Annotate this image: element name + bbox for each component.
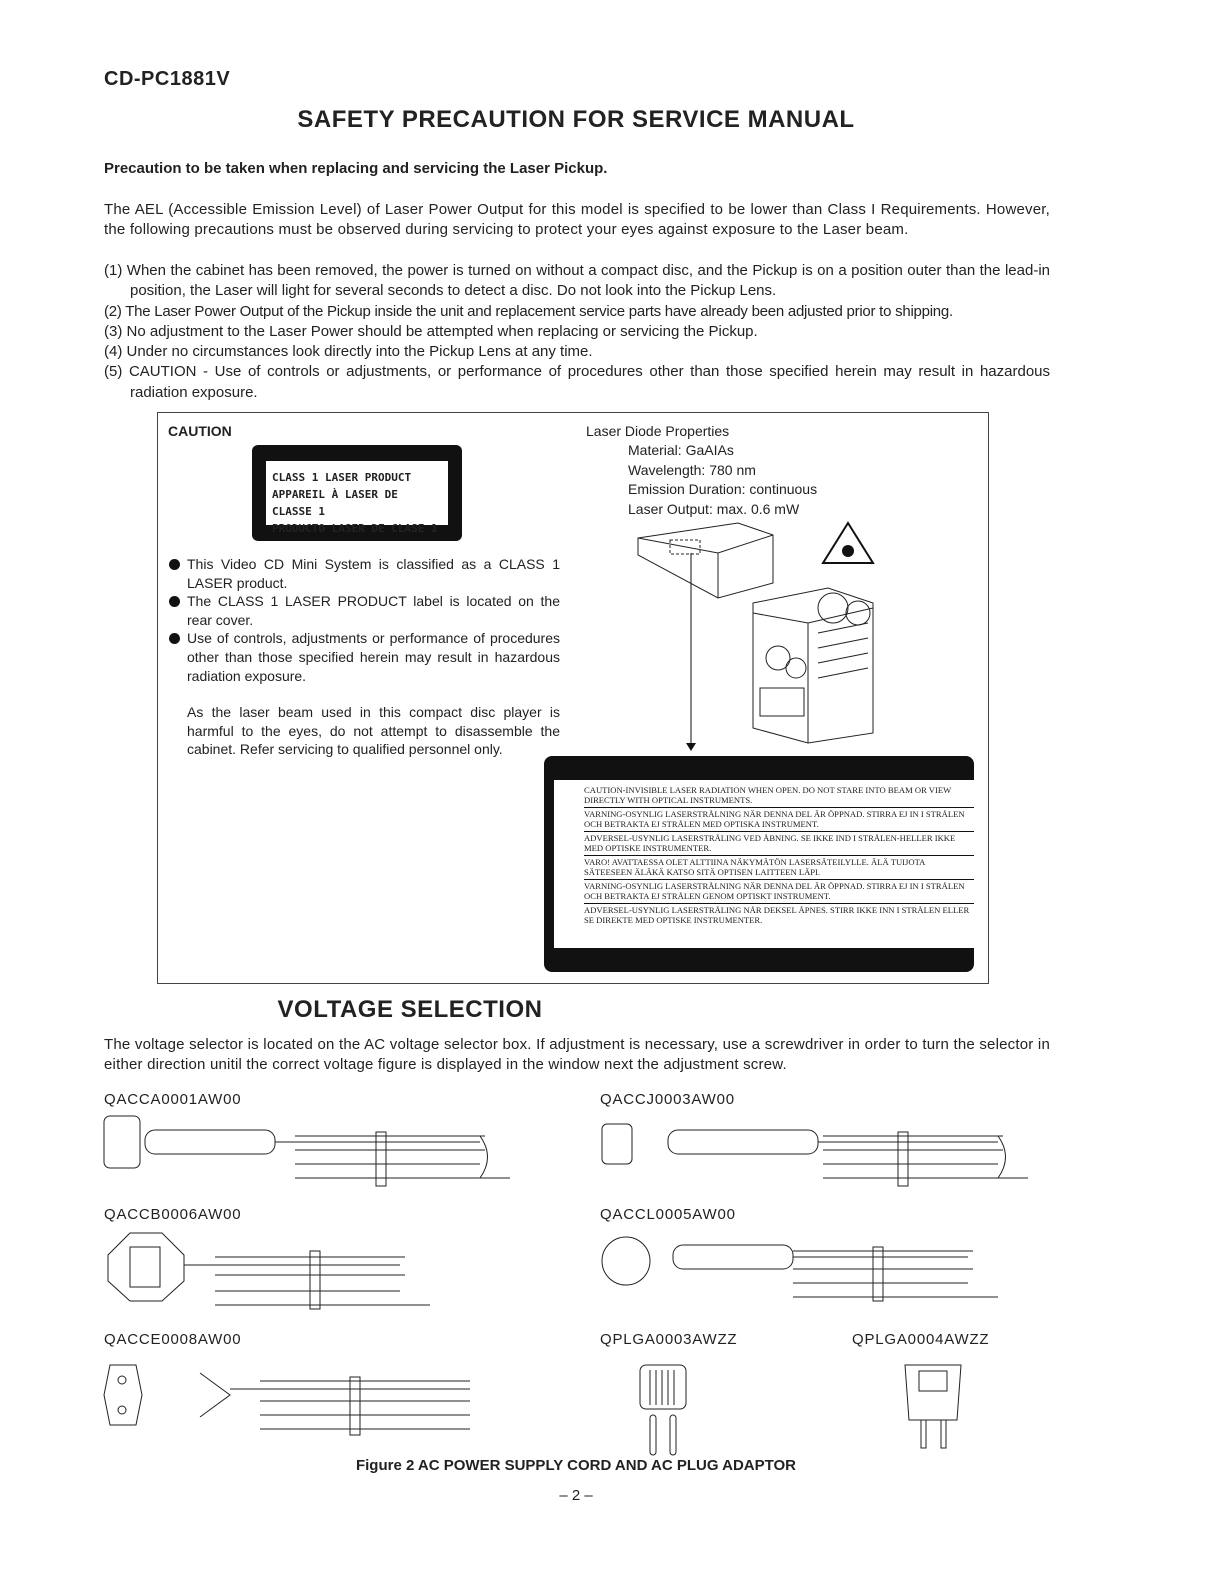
label-line: APPAREIL À LASER DE CLASSE 1 <box>272 488 398 518</box>
figure-caption: Figure 2 AC POWER SUPPLY CORD AND AC PLUG ADAPTOR <box>355 1457 797 1474</box>
list-item: (1) When the cabinet has been removed, the power is turned on without a compact disc, and the Pickup is on a position outer than the lead-in position, the Laser will light for several seconds to detect a disc. Do not look into the Pickup Lens. <box>104 262 1050 300</box>
power-cord-icon <box>100 1355 480 1440</box>
power-cord-icon <box>598 1225 1018 1315</box>
list-item: (3) No adjustment to the Laser Power should be attempted when replacing or servicing the Pickup. <box>104 322 758 340</box>
warning-line: VARO! AVATTAESSA OLET ALTTIINA NÄKYMÄTÖN LASERSÄTEILYLLE. ÄLÄ TUIJOTA SÄTEESEEN ÄLÄKÄ KATSO SITÄ OPTISEN LAITTEEN LÄPI. <box>584 856 974 880</box>
diode-heading: Laser Diode Properties <box>586 423 730 439</box>
voltage-text: The voltage selector is located on the AC voltage selector box. If adjustment is necessary, use a screwdriver in order to turn the selector in either direction unitil the correct voltage figure is displayed in the window next the adjustment screw. <box>104 1036 1050 1073</box>
diode-prop: Wavelength: 780 nm <box>628 461 756 478</box>
caution-bullets <box>168 555 560 759</box>
diode-prop: Material: GaAIAs <box>628 442 734 459</box>
list-item: (5) CAUTION - Use of controls or adjustments, or performance of procedures other than those specified herein may result in hazardous radiation exposure. <box>104 363 1050 401</box>
warning-line: CAUTION-INVISIBLE LASER RADIATION WHEN OPEN. DO NOT STARE INTO BEAM OR VIEW DIRECTLY WITH OPTICAL INSTRUMENTS. <box>584 784 974 808</box>
list-item: (2) The Laser Power Output of the Pickup inside the unit and replacement service parts have already been adjusted prior to shipping. <box>104 302 953 320</box>
warning-line: VARNING-OSYNLIG LASERSTRÅLNING NÄR DENNA DEL ÄR ÖPPNAD. STIRRA EJ IN I STRÅLEN OCH BETRAKTA EJ STRÅLEN MED OPTISKA INSTRUMENT. <box>584 808 974 832</box>
voltage-title: VOLTAGE SELECTION <box>277 996 543 1023</box>
bullet-item: Use of controls, adjustments or performance of procedures other than those specified herein may result in hazardous radiation exposure. <box>168 629 560 685</box>
cord-code: QACCL0005AW00 <box>600 1206 736 1223</box>
caution-box <box>157 412 989 984</box>
warning-line: VARNING-OSYNLIG LASERSTRÅLNING NÄR DENNA DEL ÄR ÖPPNAD. STIRRA EJ IN I STRÅLEN OCH BETRAKTA EJ STRÅLEN GENOM OPTISKT INSTRUMENT. <box>584 880 974 904</box>
diode-prop: Emission Duration: continuous <box>628 481 818 498</box>
bullet-item: The CLASS 1 LASER PRODUCT label is located on the rear cover. <box>168 592 560 629</box>
cord-code: QACCB0006AW00 <box>104 1206 242 1223</box>
power-cord-icon <box>100 1110 540 1200</box>
precaution-list <box>104 261 1050 403</box>
power-cord-icon <box>598 1110 1038 1200</box>
laser-subheading: Precaution to be taken when replacing and servicing the Laser Pickup. <box>104 160 608 177</box>
list-item: (4) Under no circumstances look directly into the Pickup Lens at any time. <box>104 343 593 361</box>
cord-code: QACCJ0003AW00 <box>600 1091 735 1108</box>
laser-intro: The AEL (Accessible Emission Level) of Laser Power Output for this model is specified to be lower than Class I Requirements. However, the following precautions must be observed during servicing to protect your eyes against exposure to the Laser beam. <box>104 201 1050 238</box>
unit-illustration <box>628 513 888 753</box>
laser-diode-properties <box>586 422 817 519</box>
label-line: PRODUCTO LASER DE CLASE 1 <box>272 522 438 535</box>
warning-line: ADVERSEL-USYNLIG LASERSTRÅLING NÅR DEKSEL ÅPNES. STIRR IKKE INN I STRÅLEN ELLER SE DIREKTE MED OPTISKE INSTRUMENTER. <box>584 905 970 925</box>
cord-code: QACCA0001AW00 <box>104 1091 242 1108</box>
label-line: CLASS 1 LASER PRODUCT <box>272 471 412 484</box>
page-number: – 2 – <box>559 1487 593 1504</box>
caution-note: As the laser beam used in this compact disc player is harmful to the eyes, do not attempt to disassemble the cabinet. Refer servicing to qualified personnel only. <box>187 704 560 758</box>
cord-code: QPLGA0004AWZZ <box>852 1331 990 1348</box>
class1-label <box>252 445 462 541</box>
warning-line: ADVERSEL-USYNLIG LASERSTRÅLING VED ÅBNING. SE IKKE IND I STRÅLEN-HELLER IKKE MED OPTISKE INSTRUMENTER. <box>584 832 974 856</box>
page-title: SAFETY PRECAUTION FOR SERVICE MANUAL <box>297 106 855 133</box>
caution-heading: CAUTION <box>168 423 232 439</box>
plug-adaptor-icon <box>895 1355 975 1455</box>
power-cord-icon <box>100 1225 440 1315</box>
diode-prop: Laser Output: max. 0.6 mW <box>628 500 800 517</box>
model-number: CD-PC1881V <box>104 68 231 90</box>
bullet-item: This Video CD Mini System is classified as a CLASS 1 LASER product. <box>168 555 560 592</box>
plug-adaptor-icon <box>630 1355 700 1460</box>
laser-warning-label <box>544 756 974 972</box>
cord-code: QACCE0008AW00 <box>104 1331 242 1348</box>
cord-code: QPLGA0003AWZZ <box>600 1331 738 1348</box>
